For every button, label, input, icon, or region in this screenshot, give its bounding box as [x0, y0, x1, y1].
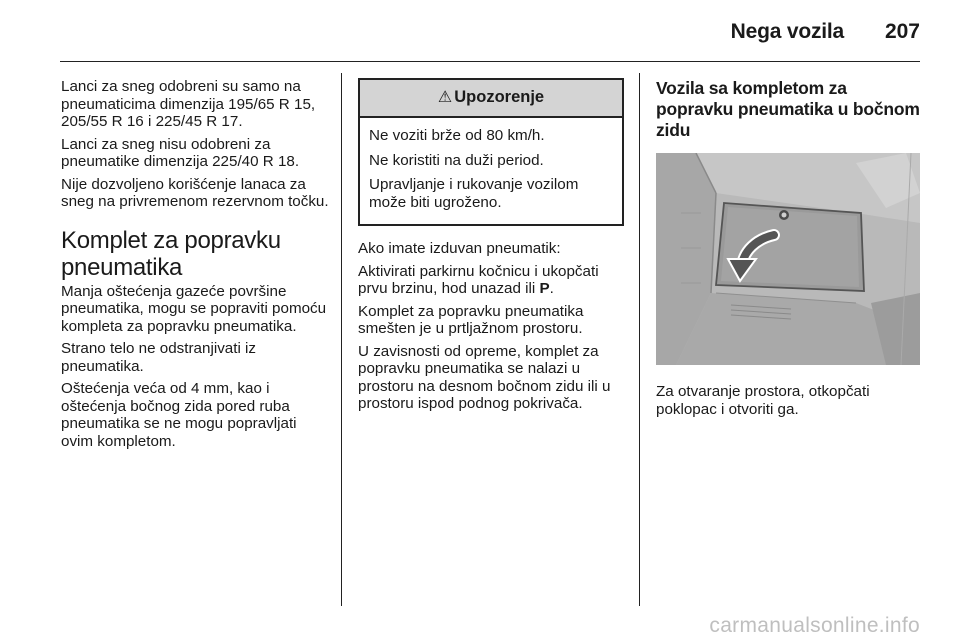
column-right [656, 78, 922, 423]
paragraph-end: . [549, 280, 554, 297]
warning-title: Upozorenje [454, 88, 545, 107]
paragraph: Nije dozvoljeno korišćenje lanaca za sneg na privremenom rezervnom točku. [61, 175, 329, 210]
warning-header [360, 80, 622, 118]
paragraph: Manja oštećenja gazeće površine pneumatika, mogu se popraviti pomoću kompleta za popravku pneumatika. [61, 282, 327, 335]
header-title: Nega vozila [730, 20, 844, 43]
paragraph: Oštećenja veća od 4 mm, kao i oštećenja bočnog zida pored ruba pneumatika se ne mogu popravljati ovim kompletom. [61, 380, 297, 450]
paragraph: U zavisnosti od opreme, komplet za popravku pneumatika se nalazi u prostoru na desnom bočnom zidu ili u prostoru ispod podnog pokrivača. [358, 342, 611, 412]
warning-box [358, 78, 624, 226]
paragraph: Komplet za popravku pneumatika smešten je u prtljažnom prostoru. [358, 302, 584, 337]
page-header [0, 0, 960, 62]
warning-line: Ne voziti brže od 80 km/h. [369, 127, 545, 144]
paragraph: Lanci za sneg odobreni su samo na pneumaticima dimenzija 195/65 R 15, 205/55 R 16 i 225/45 R 17. [61, 78, 316, 130]
column-divider-1 [341, 73, 342, 606]
warning-line: Ne koristiti na duži period. [369, 151, 544, 169]
header-divider [60, 61, 920, 62]
paragraph [358, 263, 624, 298]
section-heading: Komplet za popravku pneumatika [61, 226, 281, 281]
column-left [61, 78, 331, 455]
trunk-side-compartment-illustration [656, 153, 920, 365]
subsection-heading: Vozila sa kompletom za popravku pneumatika u bočnom zidu [656, 78, 920, 140]
page-number: 207 [884, 20, 920, 43]
warning-line: Upravljanje i rukovanje vozilom može biti ugroženo. [369, 176, 579, 211]
paragraph: Za otvaranje prostora, otkopčati poklopac i otvoriti ga. [656, 383, 870, 418]
warning-body [360, 118, 622, 224]
paragraph-text: Aktivirati parkirnu kočnicu i ukopčati prvu brzinu, hod unazad ili [358, 262, 599, 297]
watermark-text: carmanualsonline.info [709, 614, 920, 637]
warning-triangle-icon: ⚠ [437, 89, 453, 107]
paragraph: Strano telo ne odstranjivati iz pneumatika. [61, 340, 257, 375]
paragraph: Lanci za sneg nisu odobreni za pneumatike dimenzija 225/40 R 18. [61, 135, 300, 170]
gear-letter: P [539, 280, 550, 297]
column-divider-2 [639, 73, 640, 606]
column-middle [358, 78, 624, 418]
paragraph: Ako imate izduvan pneumatik: [358, 240, 561, 257]
